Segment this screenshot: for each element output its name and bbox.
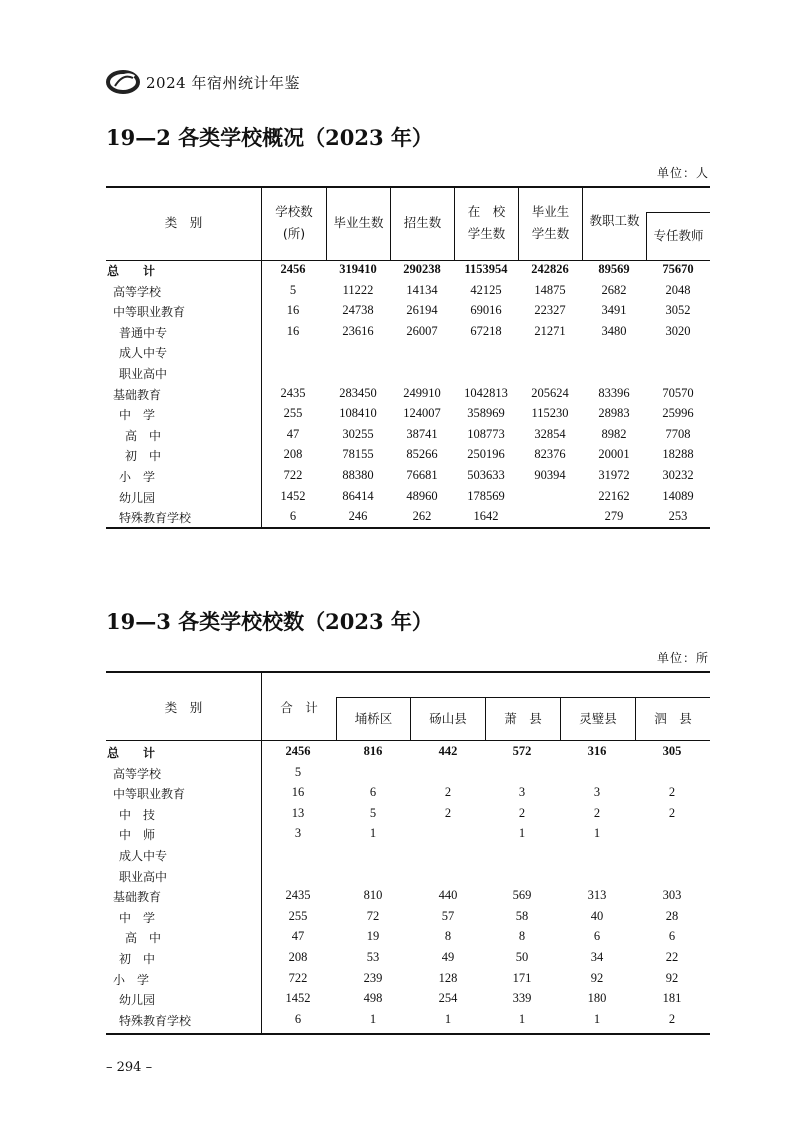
table-cell: 115230 (531, 406, 569, 421)
table-cell: 5 (294, 764, 302, 779)
table-cell: 90394 (534, 468, 566, 482)
table-cell: 2 (518, 805, 526, 820)
table-cell: 14134 (406, 282, 438, 297)
table1-title: 19—2 各类学校概况（2023 年） (106, 125, 433, 150)
table-cell: 2 (668, 785, 676, 800)
table-cell: 57 (441, 908, 455, 923)
table2-title: 19—3 各类学校校数（2023 年） (106, 609, 433, 634)
table-cell: 32854 (534, 426, 566, 441)
table-cell: 1452 (280, 488, 306, 503)
table-cell: 2 (593, 805, 601, 820)
table-cell: 22162 (598, 488, 630, 503)
t1-header-category: 类 别 (164, 215, 203, 230)
table-cell: 3480 (601, 323, 627, 338)
table-cell: 128 (438, 970, 458, 985)
table-cell: 16 (286, 323, 300, 338)
table-cell: 8 (444, 929, 452, 944)
table-cell: 8 (518, 929, 526, 944)
table1-sub-rule (646, 212, 710, 213)
row-label: 中 学 (119, 408, 156, 423)
row-label: 职业高中 (119, 367, 168, 381)
table-cell: 6 (294, 1011, 302, 1026)
row-label: 成人中专 (119, 346, 168, 361)
table-cell: 2 (444, 785, 452, 800)
row-label: 职业高中 (119, 869, 168, 884)
table-cell: 816 (363, 744, 383, 758)
row-label: 成人中专 (119, 849, 168, 863)
yearbook-logo-icon (106, 69, 140, 95)
table-cell: 6 (593, 929, 601, 944)
table-cell: 108773 (467, 426, 505, 441)
table-cell: 3020 (665, 323, 691, 338)
table-cell: 2435 (280, 385, 306, 400)
row-label: 中 技 (119, 807, 156, 822)
table-cell: 2048 (665, 282, 691, 297)
table-cell: 92 (665, 970, 679, 985)
table-cell: 239 (363, 970, 383, 985)
t2-header-district-5: 泗 县 (654, 711, 692, 726)
table-cell: 1452 (285, 991, 311, 1006)
table-cell: 246 (348, 509, 368, 524)
table-cell: 572 (512, 744, 532, 758)
table2-col-divider (261, 672, 262, 1033)
table-cell: 6 (668, 929, 676, 944)
table-cell: 262 (412, 509, 432, 524)
row-label: 中等职业教育 (113, 305, 186, 320)
table-cell: 303 (662, 888, 682, 903)
table-cell: 53 (366, 950, 380, 964)
table-cell: 1 (369, 826, 377, 841)
table-cell: 26194 (406, 303, 438, 318)
table-cell: 313 (587, 888, 607, 903)
table-cell: 279 (604, 509, 624, 524)
row-label: 高等学校 (113, 766, 162, 781)
row-label: 幼儿园 (119, 490, 156, 505)
t2-header-district-2: 砀山县 (429, 711, 467, 726)
row-label: 初 中 (125, 449, 162, 464)
table-cell: 16 (291, 785, 305, 800)
table-cell: 2456 (285, 744, 311, 758)
table-cell: 1042813 (464, 385, 508, 400)
t1-header-graduates: 毕业生数 (333, 215, 384, 230)
row-label: 基础教育 (113, 890, 162, 905)
row-label: 幼儿园 (119, 993, 156, 1008)
row-label: 普通中专 (119, 325, 168, 340)
table-cell: 28 (665, 908, 679, 923)
table-cell: 205624 (531, 385, 569, 400)
table-cell: 2 (668, 1011, 676, 1026)
table2-header-rule (106, 740, 710, 741)
table-cell: 30232 (662, 468, 694, 482)
table-cell: 2682 (601, 282, 627, 297)
row-label: 特殊教育学校 (119, 1013, 192, 1028)
table-cell: 255 (283, 406, 303, 421)
table-cell: 250196 (467, 447, 505, 462)
table-cell: 22 (665, 950, 679, 964)
t1-header-inschool-line2: 学生数 (467, 226, 506, 241)
table-cell: 89569 (598, 262, 630, 276)
table-cell: 92 (590, 970, 604, 985)
table-cell: 88380 (342, 468, 374, 482)
table-cell: 2 (668, 805, 676, 820)
table1-unit: 单位：人 (656, 166, 709, 180)
table-cell: 249910 (403, 385, 441, 400)
t2-header-district-1: 埇桥区 (354, 711, 393, 726)
table-cell: 1 (593, 826, 601, 841)
row-label: 高等学校 (113, 284, 162, 299)
table-cell: 18288 (662, 447, 694, 462)
row-label: 中 师 (119, 828, 156, 843)
table-cell: 254 (438, 991, 458, 1006)
table-cell: 78155 (342, 447, 374, 462)
table-cell: 24738 (342, 303, 374, 318)
table-cell: 16 (286, 303, 300, 318)
table-cell: 50 (515, 950, 529, 964)
t2-header-total: 合 计 (280, 700, 318, 715)
table-cell: 255 (288, 908, 308, 923)
table-cell: 28983 (598, 406, 630, 421)
table-cell: 108410 (339, 406, 377, 421)
table-cell: 722 (288, 970, 308, 985)
table-cell: 442 (438, 744, 458, 758)
table-cell: 339 (512, 991, 532, 1006)
table-cell: 75670 (662, 262, 694, 276)
table-cell: 180 (587, 991, 607, 1006)
table2-top-rule (106, 671, 710, 673)
table-cell: 253 (668, 509, 688, 524)
table-cell: 124007 (403, 406, 441, 421)
table-cell: 25996 (662, 406, 694, 421)
table-cell: 8982 (601, 426, 627, 441)
table-cell: 11222 (342, 282, 374, 297)
t1-header-grad-students-line1: 毕业生 (531, 204, 570, 219)
row-label: 中等职业教育 (113, 787, 186, 802)
table-cell: 86414 (342, 488, 374, 503)
table-cell: 208 (283, 447, 303, 462)
row-label: 初 中 (119, 952, 156, 966)
row-label: 总 计 (107, 264, 156, 278)
table-cell: 47 (286, 426, 300, 441)
table-cell: 40 (590, 908, 604, 923)
table-cell: 503633 (467, 468, 505, 482)
table-cell: 6 (289, 509, 297, 524)
table-cell: 208 (288, 950, 308, 964)
table-cell: 2 (444, 805, 452, 820)
table-cell: 316 (587, 744, 607, 758)
table-cell: 23616 (342, 323, 374, 338)
row-label: 高 中 (125, 428, 162, 443)
t1-header-inschool-line1: 在 校 (467, 204, 506, 219)
table-cell: 31972 (598, 468, 630, 482)
table-cell: 14875 (534, 282, 566, 297)
table1-header-rule (106, 260, 710, 261)
table-cell: 1 (593, 1011, 601, 1026)
table-cell: 26007 (406, 323, 438, 338)
row-label: 小 学 (119, 470, 156, 484)
table-cell: 3 (593, 785, 601, 800)
table-cell: 82376 (534, 447, 566, 462)
table-cell: 1 (444, 1011, 452, 1026)
t2-header-district-4: 灵璧县 (579, 711, 617, 726)
table-cell: 69016 (470, 303, 502, 318)
t2-header-district-3: 萧 县 (504, 711, 542, 726)
table-cell: 3 (294, 826, 302, 841)
table-cell: 283450 (339, 385, 377, 400)
table1-top-rule (106, 186, 710, 188)
table-cell: 38741 (406, 426, 438, 441)
table-cell: 722 (283, 468, 303, 482)
table-cell: 19 (366, 929, 380, 944)
t1-header-enroll: 招生数 (403, 215, 442, 230)
row-label: 基础教育 (113, 387, 162, 402)
table-cell: 49 (441, 950, 455, 964)
page-header (106, 68, 300, 96)
table-cell: 72 (366, 908, 380, 923)
row-label: 高 中 (125, 931, 162, 946)
table-cell: 305 (662, 744, 682, 758)
table-cell: 178569 (467, 488, 505, 503)
row-label: 特殊教育学校 (119, 511, 192, 526)
table-cell: 48960 (406, 488, 438, 503)
table-cell: 5 (369, 805, 377, 820)
table-cell: 498 (363, 991, 383, 1006)
table-cell: 42125 (470, 282, 502, 297)
table-cell: 22327 (534, 303, 566, 318)
row-label: 中 学 (119, 910, 156, 925)
header-title: 2024 年宿州统计年鉴 (146, 73, 300, 92)
row-label: 小 学 (113, 972, 150, 987)
table-cell: 358969 (467, 406, 505, 421)
row-label: 总 计 (107, 746, 156, 760)
t1-header-schools-line1: 学校数 (275, 204, 313, 219)
table-cell: 2435 (285, 888, 311, 903)
table-cell: 181 (662, 991, 682, 1006)
table-cell: 810 (363, 888, 383, 903)
table-cell: 85266 (406, 447, 438, 462)
table2-bottom-rule (106, 1033, 710, 1035)
table-cell: 1 (369, 1011, 377, 1026)
t1-header-staff: 教职工数 (589, 213, 640, 228)
table-cell: 1 (518, 1011, 526, 1026)
table-cell: 14089 (662, 488, 694, 503)
table-cell: 13 (291, 805, 305, 820)
table-cell: 20001 (598, 447, 630, 462)
table-cell: 30255 (342, 426, 374, 441)
table-cell: 290238 (403, 262, 441, 276)
table-cell: 6 (369, 785, 377, 800)
table-cell: 67218 (470, 323, 502, 338)
t1-header-teachers: 专任教师 (653, 228, 704, 243)
table-cell: 569 (512, 888, 532, 903)
table-cell: 21271 (534, 323, 566, 338)
table-cell: 34 (590, 950, 604, 964)
table-cell: 5 (289, 282, 297, 297)
table1-bottom-rule (106, 527, 710, 529)
page-number: – 294 – (106, 1060, 153, 1075)
table-cell: 58 (515, 908, 529, 923)
table-cell: 319410 (339, 262, 377, 276)
table-cell: 76681 (406, 468, 438, 482)
table-cell: 47 (291, 929, 305, 944)
t2-header-category: 类 别 (164, 700, 203, 715)
table-cell: 3 (518, 785, 526, 800)
table2-unit: 单位：所 (656, 651, 709, 665)
table-cell: 1 (518, 826, 526, 841)
table-cell: 3491 (601, 303, 627, 318)
t1-header-schools-line2: (所) (282, 226, 306, 241)
table-cell: 7708 (665, 426, 691, 441)
table-cell: 1642 (473, 509, 499, 524)
table-cell: 3052 (665, 303, 691, 318)
table-cell: 242826 (531, 262, 569, 276)
t1-header-grad-students-line2: 学生数 (531, 226, 570, 241)
table2-sub-rule (336, 697, 710, 698)
table-cell: 1153954 (464, 262, 508, 276)
table-cell: 83396 (598, 385, 630, 400)
table-cell: 171 (512, 970, 532, 985)
table-cell: 2456 (280, 262, 306, 276)
table-cell: 70570 (662, 385, 694, 400)
table-cell: 440 (438, 888, 458, 903)
